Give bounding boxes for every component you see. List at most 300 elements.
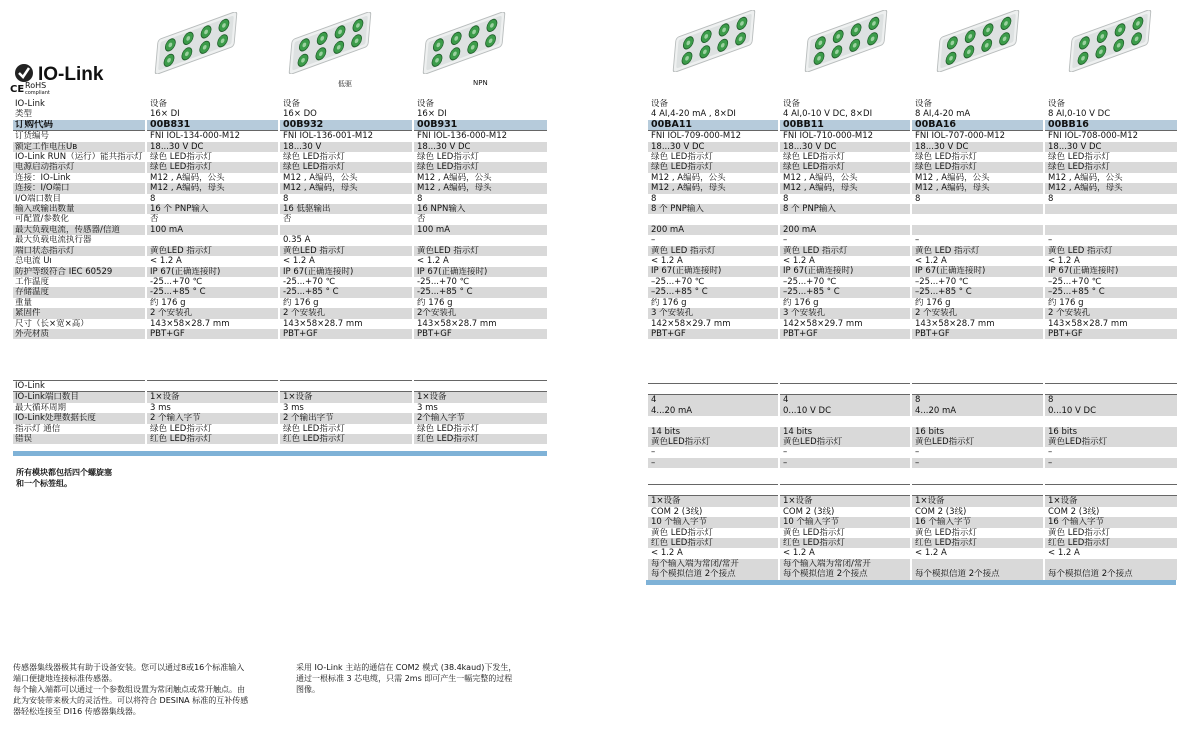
para1-line: 端口便捷地连接标准传感器。	[13, 674, 117, 683]
spec-value: 200 mA	[647, 225, 779, 235]
spec-value: 绿色 LED指示灯	[1044, 162, 1177, 172]
spec-value: 8 个 PNP输入	[779, 204, 911, 214]
spec-label: 类型	[13, 109, 146, 119]
spec-value: 10 个输入字节	[647, 517, 779, 527]
spec-value: 16 bits	[1044, 427, 1177, 437]
spec-value: M12 , A编码，母头	[146, 183, 279, 193]
spec-value: PBT+GF	[1044, 329, 1177, 339]
spec-value: –	[779, 447, 911, 457]
spec-value: 14 bits	[647, 427, 779, 437]
spec-value: -25...+70 ℃	[146, 277, 279, 287]
spec-row	[647, 266, 1177, 276]
spec-row	[13, 183, 547, 193]
spec-row	[13, 298, 547, 308]
spec-row	[647, 329, 1177, 339]
left-page	[0, 0, 588, 753]
spec-value: 8	[279, 194, 413, 204]
spec-value: 2 个安装孔	[1044, 308, 1177, 318]
spec-value: 2 个安装孔	[279, 308, 413, 318]
spec-value: 1×设备	[779, 496, 911, 507]
spec-value: 1×设备	[1044, 496, 1177, 507]
spec-value: –	[1044, 235, 1177, 245]
spec-value: 黄色LED指示灯	[911, 437, 1044, 447]
spec-value: M12 , A编码，母头	[647, 183, 779, 193]
spec-value: 2个输入字节	[413, 413, 547, 423]
spec-value: 3 ms	[146, 403, 279, 413]
spec-value: < 1.2 A	[413, 256, 547, 266]
spec-value: –25...+70 ℃	[1044, 277, 1177, 287]
ce-mark: CE	[10, 84, 25, 95]
product-photo	[148, 12, 244, 78]
product-photo	[666, 10, 762, 76]
spec-value: 10 个输入字节	[779, 517, 911, 527]
spec-row	[13, 235, 547, 245]
spec-value: 4	[779, 395, 911, 406]
spec-row	[647, 99, 1177, 109]
spec-value	[279, 225, 413, 235]
spec-row	[13, 392, 547, 403]
spec-value: 8	[911, 194, 1044, 204]
spec-value: 约 176 g	[647, 298, 779, 308]
spec-label: 连接：I/O端口	[13, 183, 146, 193]
spec-value	[1044, 485, 1177, 496]
spec-value: M12 , A编码，公头	[647, 173, 779, 183]
spec-value	[413, 381, 547, 392]
spec-value: 1×设备	[146, 392, 279, 403]
spec-value: 设备	[279, 99, 413, 109]
para2-line: 图像。	[296, 685, 320, 694]
spec-row	[13, 142, 547, 152]
spec-value: 16 NPN输入	[413, 204, 547, 214]
spec-value: 8	[779, 194, 911, 204]
spec-value: 00BA11	[647, 120, 779, 131]
spec-row	[647, 395, 1177, 406]
spec-value: COM 2 (3线)	[647, 507, 779, 517]
spec-value: 绿色 LED指示灯	[279, 424, 413, 434]
spec-value: 2 个安装孔	[146, 308, 279, 318]
spec-value: 黄色LED指示灯	[647, 437, 779, 447]
spec-label: 连接：IO-Link	[13, 173, 146, 183]
product-photo	[416, 12, 512, 78]
spec-label: 尺寸（长×宽×高）	[13, 319, 146, 329]
spec-value: 2个安装孔	[413, 308, 547, 318]
spec-value: 1×设备	[279, 392, 413, 403]
spec-value: 18...30 V DC	[413, 142, 547, 152]
spec-label: 错误	[13, 434, 146, 444]
spec-value: PBT+GF	[779, 329, 911, 339]
spec-value: IP 67(正确连接时)	[911, 266, 1044, 276]
spec-value	[911, 204, 1044, 214]
spec-row	[647, 183, 1177, 193]
spec-value	[911, 559, 1044, 569]
spec-value: 黄色 LED指示灯	[647, 528, 779, 538]
drawing-note-line-2: 和一个标签组。	[16, 479, 72, 488]
spec-value: PBT+GF	[146, 329, 279, 339]
spec-row	[647, 246, 1177, 256]
spec-value: IP 67(正确连接时)	[279, 267, 413, 277]
spec-value: 100 mA	[413, 225, 547, 235]
spec-value	[911, 225, 1044, 235]
spec-label: 电源启动指示灯	[13, 162, 146, 172]
spec-value: 约 176 g	[146, 298, 279, 308]
spec-value: 3 ms	[279, 403, 413, 413]
spec-value: M12 , A编码，母头	[1044, 183, 1177, 193]
spec-value: 否	[413, 214, 547, 224]
spec-value	[911, 485, 1044, 496]
spec-label: I/O端口数目	[13, 194, 146, 204]
spec-value: 绿色 LED指示灯	[911, 152, 1044, 162]
spec-value: 设备	[146, 99, 279, 109]
spec-row	[13, 319, 547, 329]
spec-value: FNI IOL-136-000-M12	[413, 131, 547, 142]
spec-value: 每个输入端为常闭/常开	[779, 559, 911, 569]
spec-row	[13, 403, 547, 413]
spec-value: 红色 LED指示灯	[647, 538, 779, 548]
spec-value: 2 个输出字节	[279, 413, 413, 423]
spec-row	[13, 152, 547, 162]
para2-line: 采用 IO-Link 主站的通信在 COM2 模式 (38.4kaud)下发生，	[296, 663, 517, 672]
spec-value	[647, 214, 779, 224]
spec-value: FNI IOL-709-000-M12	[647, 131, 779, 142]
spec-value	[779, 485, 911, 496]
spec-value: -25...+85 ° C	[279, 287, 413, 297]
spec-row	[13, 246, 547, 256]
rohs-text: RoHS	[25, 81, 47, 90]
spec-value: 8 AI,0-10 V DC	[1044, 109, 1177, 119]
spec-row	[13, 204, 547, 214]
spec-row	[13, 308, 547, 318]
spec-value: -25...+70 ℃	[279, 277, 413, 287]
product-photo	[930, 10, 1026, 76]
spec-value: 约 176 g	[1044, 298, 1177, 308]
spec-value: 否	[279, 214, 413, 224]
spec-value: -25...+85 ° C	[146, 287, 279, 297]
spec-row	[647, 298, 1177, 308]
spec-row	[13, 277, 547, 287]
spec-value: 黄色 LED 指示灯	[1044, 246, 1177, 256]
spec-row	[647, 120, 1177, 131]
spec-value: M12 , A编码，公头	[413, 173, 547, 183]
spec-value	[1044, 416, 1177, 426]
spec-row	[647, 131, 1177, 142]
spec-value: 绿色 LED指示灯	[647, 162, 779, 172]
spec-value	[279, 381, 413, 392]
spec-value: 1×设备	[911, 496, 1044, 507]
spec-value: PBT+GF	[279, 329, 413, 339]
para2-line: 通过一根标准 3 芯电缆，只需 2ms 即可产生一幅完整的过程	[296, 674, 513, 683]
spec-value: 绿色 LED指示灯	[279, 162, 413, 172]
spec-value: 黄色 LED指示灯	[911, 528, 1044, 538]
spec-value: 18...30 V DC	[647, 142, 779, 152]
spec-row	[647, 496, 1177, 507]
spec-value	[911, 214, 1044, 224]
spec-value: M12 , A编码，公头	[1044, 173, 1177, 183]
spec-value: < 1.2 A	[1044, 548, 1177, 558]
spec-value: 红色 LED指示灯	[413, 434, 547, 444]
spec-value: 黄色 LED 指示灯	[779, 246, 911, 256]
spec-value: FNI IOL-707-000-M12	[911, 131, 1044, 142]
spec-row	[647, 437, 1177, 447]
spec-value: –	[911, 235, 1044, 245]
spec-value	[647, 485, 779, 496]
spec-value	[146, 381, 279, 392]
spec-value: COM 2 (3线)	[1044, 507, 1177, 517]
spec-value	[1044, 384, 1177, 395]
spec-value: 00B931	[413, 120, 547, 131]
spec-value: 4 AI,0-10 V DC, 8×DI	[779, 109, 911, 119]
product-photo	[282, 12, 378, 78]
spec-label: 端口状态指示灯	[13, 246, 146, 256]
right-blue-bar	[646, 580, 1176, 585]
spec-value: 16× DI	[413, 109, 547, 119]
spec-value: 00BB11	[779, 120, 911, 131]
spec-value: 4...20 mA	[911, 406, 1044, 416]
spec-value: 黄色LED 指示灯	[146, 246, 279, 256]
spec-value: 18...30 V DC	[146, 142, 279, 152]
spec-value: < 1.2 A	[779, 548, 911, 558]
spec-row	[13, 120, 547, 131]
spec-value: 16 个 PNP输入	[146, 204, 279, 214]
spec-label: 订购代码	[13, 120, 146, 131]
spec-value: 0...10 V DC	[1044, 406, 1177, 416]
spec-value: 黄色LED指示灯	[1044, 437, 1177, 447]
spec-row	[647, 256, 1177, 266]
rohs-sub: compliant	[25, 90, 50, 96]
spec-value: 绿色 LED指示灯	[146, 424, 279, 434]
logo-text: IO-Link	[38, 64, 104, 84]
spec-label: 存储温度	[13, 287, 146, 297]
spec-row	[13, 287, 547, 297]
para1-line: 每个输入端都可以通过一个参数组设置为常闭触点或常开触点。由	[13, 685, 245, 694]
spec-row	[13, 256, 547, 266]
spec-value: 16 低驱输出	[279, 204, 413, 214]
spec-value: 绿色 LED指示灯	[413, 424, 547, 434]
spec-value: –	[647, 447, 779, 457]
spec-value: < 1.2 A	[779, 256, 911, 266]
spec-value	[413, 235, 547, 245]
spec-value: M12 , A编码，母头	[279, 183, 413, 193]
spec-value: 16 个输入字节	[1044, 517, 1177, 527]
spec-row	[647, 319, 1177, 329]
spec-value: IP 67(正确连接时)	[146, 267, 279, 277]
photo-caption-3: NPN	[473, 79, 488, 87]
spec-value: 否	[146, 214, 279, 224]
spec-value: 8	[911, 395, 1044, 406]
spec-label: IO-Link	[13, 381, 146, 392]
spec-value: 16 个输入字节	[911, 517, 1044, 527]
spec-value: 143×58×28.7 mm	[413, 319, 547, 329]
spec-label: 总电流 Uı	[13, 256, 146, 266]
spec-value: 8	[1044, 194, 1177, 204]
spec-row	[13, 162, 547, 172]
spec-row	[13, 99, 547, 109]
spec-value: 18...30 V DC	[911, 142, 1044, 152]
spec-value: 约 176 g	[279, 298, 413, 308]
right-analog-table	[646, 383, 1177, 468]
para1-line: 传感器集线器极其有助于设备安装。您可以通过8或16个标准输入	[13, 663, 245, 672]
spec-row	[13, 381, 547, 392]
spec-label: 指示灯 通信	[13, 424, 146, 434]
spec-value: 绿色 LED指示灯	[647, 152, 779, 162]
spec-value: 设备	[413, 99, 547, 109]
spec-value: 绿色 LED指示灯	[1044, 152, 1177, 162]
spec-value: 约 176 g	[413, 298, 547, 308]
spec-value: FNI IOL-136-001-M12	[279, 131, 413, 142]
spec-value: 8	[413, 194, 547, 204]
spec-row	[647, 152, 1177, 162]
spec-value	[911, 384, 1044, 395]
photo-caption-2: 低驱	[338, 80, 352, 88]
spec-value	[779, 214, 911, 224]
spec-row	[13, 214, 547, 224]
spec-row	[13, 225, 547, 235]
spec-value: 红色 LED指示灯	[779, 538, 911, 548]
spec-value: –	[779, 235, 911, 245]
spec-row	[13, 329, 547, 339]
spec-value: –	[647, 235, 779, 245]
spec-row	[13, 413, 547, 423]
spec-value: 0.35 A	[279, 235, 413, 245]
spec-label: 最大负载电流，传感器/信道	[13, 225, 146, 235]
spec-value: 绿色 LED指示灯	[146, 152, 279, 162]
left-spec-table	[13, 99, 547, 339]
spec-value: 黄色LED 指示灯	[413, 246, 547, 256]
spec-row	[647, 416, 1177, 426]
spec-value: 2 个输入字节	[146, 413, 279, 423]
spec-value: 绿色 LED指示灯	[413, 152, 547, 162]
spec-value: –	[779, 458, 911, 468]
spec-row	[647, 235, 1177, 245]
spec-label: 防护等级符合 IEC 60529	[13, 267, 146, 277]
spec-label: 额定工作电压Uв	[13, 142, 146, 152]
right-iolink-table	[646, 484, 1177, 580]
spec-row	[647, 538, 1177, 548]
spec-value	[1044, 204, 1177, 214]
spec-value: 16× DO	[279, 109, 413, 119]
right-page	[628, 0, 1187, 753]
spec-value: COM 2 (3线)	[911, 507, 1044, 517]
spec-value: 143×58×28.7 mm	[146, 319, 279, 329]
para1-line: 此为安装带来极大的灵活性。可以将符合 DESINA 标准的互补传感	[13, 696, 249, 705]
spec-label: IO-Link端口数目	[13, 392, 146, 403]
spec-row	[647, 485, 1177, 496]
spec-value: 8 个 PNP输入	[647, 204, 779, 214]
product-photo	[798, 10, 894, 76]
spec-row	[647, 517, 1177, 527]
spec-value: –	[1044, 458, 1177, 468]
spec-value: 每个模拟信道 2个接点	[911, 569, 1044, 579]
spec-value: COM 2 (3线)	[779, 507, 911, 517]
spec-value: < 1.2 A	[146, 256, 279, 266]
spec-value	[647, 384, 779, 395]
spec-row	[13, 434, 547, 444]
spec-value: –25...+85 ° C	[647, 287, 779, 297]
spec-value: 黄色 LED指示灯	[779, 528, 911, 538]
spec-value: 黄色 LED 指示灯	[647, 246, 779, 256]
spec-value: -25...+85 ° C	[413, 287, 547, 297]
spec-value: M12 , A编码，公头	[779, 173, 911, 183]
spec-value: 每个输入端为常闭/常开	[647, 559, 779, 569]
spec-value: < 1.2 A	[647, 548, 779, 558]
spec-value: –25...+85 ° C	[779, 287, 911, 297]
spec-row	[647, 173, 1177, 183]
spec-value: 绿色 LED指示灯	[279, 152, 413, 162]
spec-value: < 1.2 A	[911, 256, 1044, 266]
spec-value	[1044, 559, 1177, 569]
spec-value: 每个模拟信道 2个接点	[779, 569, 911, 579]
spec-value: 4...20 mA	[647, 406, 779, 416]
spec-row	[647, 214, 1177, 224]
spec-row	[647, 308, 1177, 318]
description-paragraph-1	[13, 662, 275, 717]
spec-value: –25...+85 ° C	[1044, 287, 1177, 297]
spec-value: –25...+70 ℃	[647, 277, 779, 287]
spec-row	[647, 559, 1177, 569]
spec-row	[647, 548, 1177, 558]
spec-label: IO-Link处理数据长度	[13, 413, 146, 423]
spec-row	[647, 109, 1177, 119]
spec-value: –25...+70 ℃	[911, 277, 1044, 287]
spec-value: FNI IOL-708-000-M12	[1044, 131, 1177, 142]
spec-value: IP 67(正确连接时)	[647, 266, 779, 276]
spec-label: 最大循环周期	[13, 403, 146, 413]
spec-row	[647, 142, 1177, 152]
spec-value: M12 , A编码，公头	[146, 173, 279, 183]
spec-value: 约 176 g	[779, 298, 911, 308]
spec-row	[647, 194, 1177, 204]
spec-value: IP 67(正确连接时)	[413, 267, 547, 277]
spec-label: IO-Link	[13, 99, 146, 109]
spec-value: < 1.2 A	[647, 256, 779, 266]
spec-row	[647, 384, 1177, 395]
spec-label: 输入或输出数量	[13, 204, 146, 214]
spec-value: 4 AI,4-20 mA , 8×DI	[647, 109, 779, 119]
spec-row	[647, 225, 1177, 235]
left-iolink-table	[13, 380, 547, 444]
spec-row	[647, 458, 1177, 468]
spec-value: PBT+GF	[647, 329, 779, 339]
spec-label: IO-Link RUN（运行）能共指示灯	[13, 152, 146, 162]
spec-row	[13, 109, 547, 119]
spec-value: –	[911, 458, 1044, 468]
spec-value: FNI IOL-134-000-M12	[146, 131, 279, 142]
para1-line: 器轻松连接至 DI16 传感器集线器。	[13, 707, 141, 716]
spec-row	[647, 406, 1177, 416]
spec-value: 黄色 LED 指示灯	[911, 246, 1044, 256]
right-spec-table	[646, 99, 1177, 339]
spec-row	[647, 507, 1177, 517]
spec-row	[13, 173, 547, 183]
spec-value: 每个模拟信道 2个接点	[647, 569, 779, 579]
spec-row	[647, 427, 1177, 437]
spec-value: 143×58×28.7 mm	[279, 319, 413, 329]
spec-value: 18...30 V DC	[1044, 142, 1177, 152]
spec-value: < 1.2 A	[279, 256, 413, 266]
spec-value: 16 bits	[911, 427, 1044, 437]
spec-label: 订货编号	[13, 131, 146, 142]
spec-value: 红色 LED指示灯	[279, 434, 413, 444]
spec-value	[647, 416, 779, 426]
spec-value: 设备	[647, 99, 779, 109]
spec-row	[13, 194, 547, 204]
spec-value: –	[911, 447, 1044, 457]
spec-value: 设备	[911, 99, 1044, 109]
spec-value: 每个模拟信道 2个接点	[1044, 569, 1177, 579]
spec-label: 可配置/参数化	[13, 214, 146, 224]
spec-value: 绿色 LED指示灯	[779, 152, 911, 162]
spec-label: 最大负载电流执行器	[13, 235, 146, 245]
spec-value: < 1.2 A	[1044, 256, 1177, 266]
